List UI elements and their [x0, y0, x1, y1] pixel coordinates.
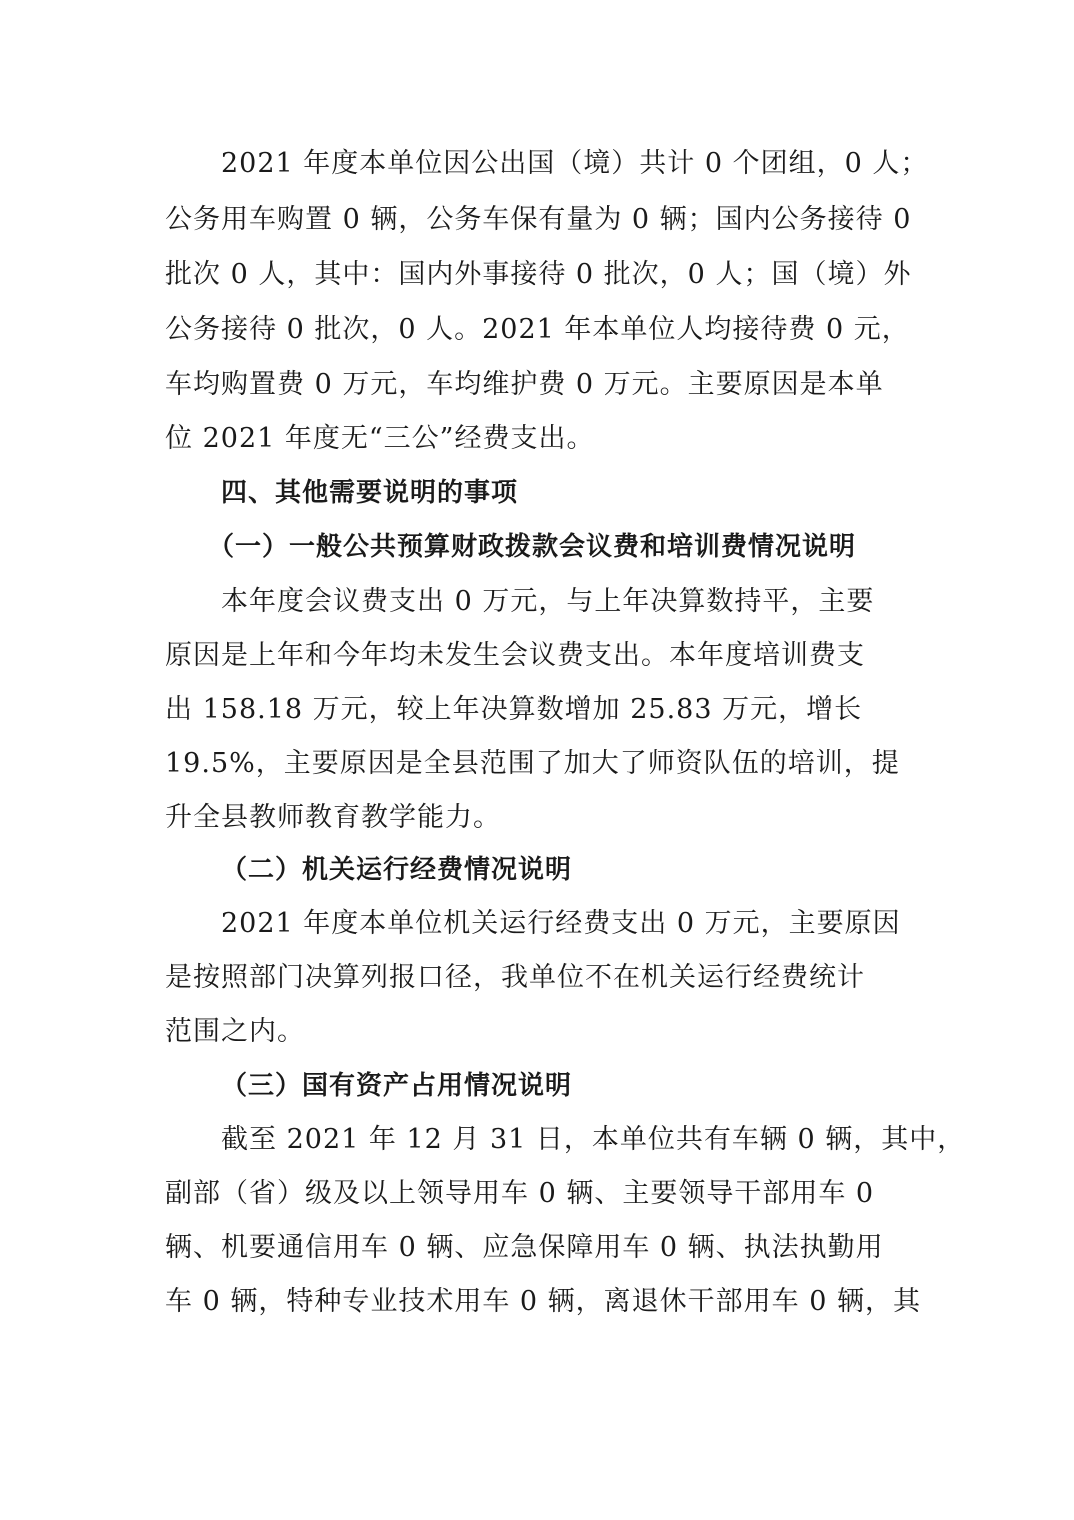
paragraph-line: 本年度会议费支出 0 万元，与上年决算数持平，主要	[221, 586, 875, 617]
subsection-heading: （二）机关运行经费情况说明	[221, 855, 573, 885]
paragraph-line: 范围之内。	[165, 1016, 305, 1047]
paragraph-line: 副部（省）级及以上领导用车 0 辆、主要领导干部用车 0	[165, 1178, 875, 1209]
section-heading: 四、其他需要说明的事项	[221, 478, 519, 508]
paragraph-line: 2021 年度本单位机关运行经费支出 0 万元，主要原因	[221, 908, 901, 939]
subsection-heading: （三）国有资产占用情况说明	[221, 1071, 573, 1101]
paragraph-line: 原因是上年和今年均未发生会议费支出。本年度培训费支	[165, 640, 865, 671]
paragraph-line: 公务用车购置 0 辆，公务车保有量为 0 辆；国内公务接待 0	[165, 204, 912, 235]
paragraph-line: 车均购置费 0 万元，车均维护费 0 万元。主要原因是本单	[165, 369, 884, 400]
paragraph-line: 辆、机要通信用车 0 辆、应急保障用车 0 辆、执法执勤用	[165, 1232, 884, 1263]
paragraph-line: 出 158.18 万元，较上年决算数增加 25.83 万元，增长	[165, 694, 863, 725]
paragraph-line: 19.5%，主要原因是全县范围了加大了师资队伍的培训，提	[165, 748, 900, 779]
paragraph-line: 批次 0 人，其中：国内外事接待 0 批次，0 人；国（境）外	[165, 259, 912, 290]
paragraph-line: 公务接待 0 批次，0 人。2021 年本单位人均接待费 0 元，	[165, 314, 910, 345]
paragraph-line: 是按照部门决算列报口径，我单位不在机关运行经费统计	[165, 962, 865, 993]
paragraph-line: 截至 2021 年 12 月 31 日，本单位共有车辆 0 辆，其中，	[221, 1124, 966, 1155]
paragraph-line: 车 0 辆，特种专业技术用车 0 辆，离退休干部用车 0 辆，其	[165, 1286, 922, 1317]
paragraph-line: 位 2021 年度无“三公”经费支出。	[165, 423, 595, 454]
subsection-heading: （一）一般公共预算财政拨款会议费和培训费情况说明	[208, 532, 857, 562]
paragraph-line: 升全县教师教育教学能力。	[165, 802, 501, 833]
paragraph-line: 2021 年度本单位因公出国（境）共计 0 个团组，0 人；	[221, 148, 929, 179]
